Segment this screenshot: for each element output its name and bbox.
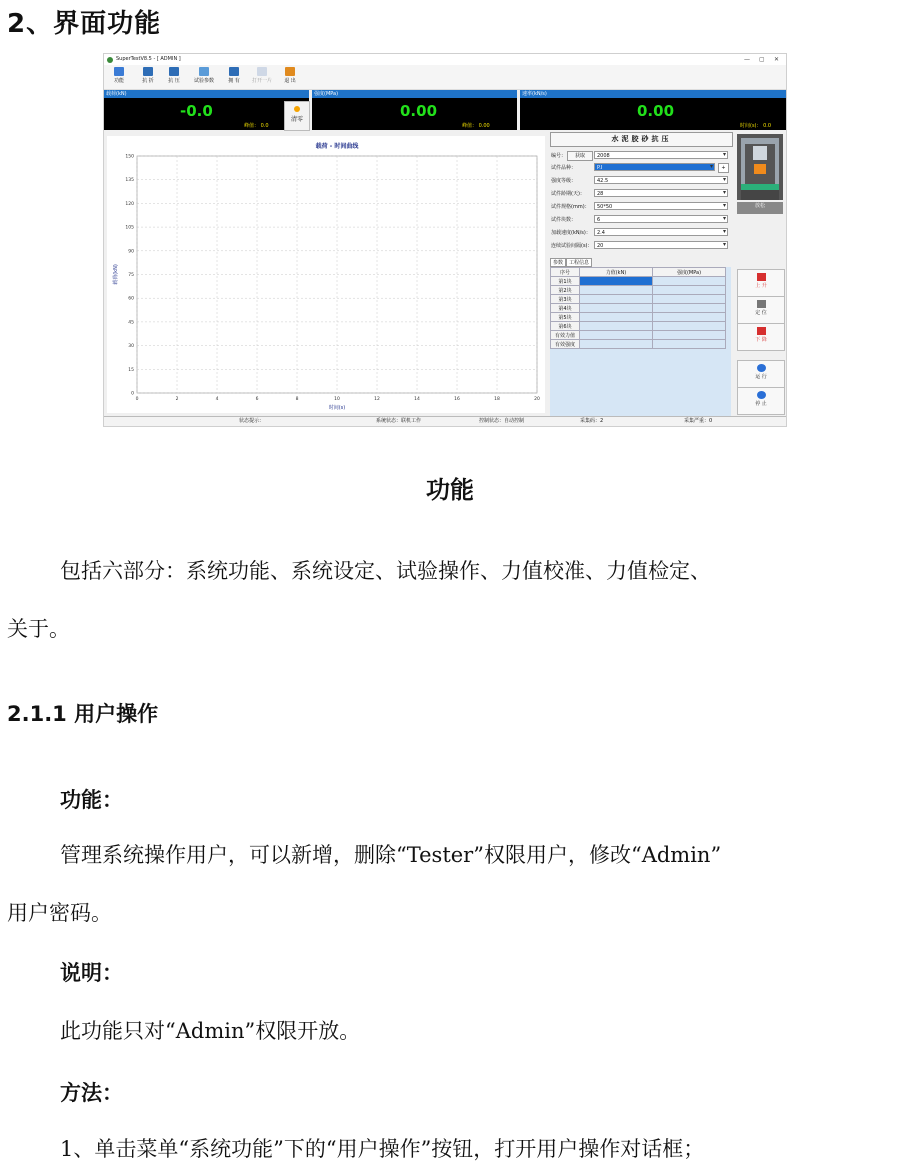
table-cell[interactable] [653, 322, 726, 331]
toolbar-function-button[interactable]: 功能 [107, 66, 131, 87]
stop-icon [757, 391, 766, 399]
x-tick-label: 6 [255, 397, 259, 402]
tab-project-info[interactable]: 工程信息 [566, 258, 592, 267]
note-text: 此功能只对“Admin”权限开放。 [60, 1019, 361, 1043]
document-icon [199, 67, 209, 76]
grid-icon [114, 67, 124, 76]
form-row-label: 试件龄期(天)： [551, 191, 585, 197]
form-row-label: 试件品种： [551, 165, 577, 171]
y-tick-label: 105 [125, 225, 134, 231]
table-row-label: 有效力值 [551, 331, 580, 340]
table-cell[interactable] [580, 304, 653, 313]
load-panel-header: 载荷(kN) [104, 90, 309, 98]
table-row-label: 第2块 [551, 286, 580, 295]
play-icon [757, 364, 766, 372]
x-tick-label: 0 [135, 397, 139, 402]
release-label: 放松 [737, 202, 783, 214]
table-cell[interactable] [653, 286, 726, 295]
y-axis-label: 载荷(kN) [113, 264, 119, 285]
toolbar-exit-button[interactable]: 退 出 [278, 66, 302, 87]
table-header-cell: 力值(kN) [580, 268, 653, 277]
y-tick-label: 75 [128, 273, 134, 278]
y-tick-label: 60 [128, 296, 134, 302]
load-panel [104, 90, 309, 130]
stop-button[interactable]: 停 止 [737, 387, 785, 415]
position-button[interactable]: 定 位 [737, 296, 785, 324]
table-cell[interactable] [653, 277, 726, 286]
note-label: 说明： [60, 961, 123, 985]
machine-icon [229, 67, 239, 76]
table-cell[interactable] [580, 331, 653, 340]
toolbar-compression-button[interactable]: 抗 压 [162, 66, 186, 87]
table-cell[interactable] [580, 313, 653, 322]
form-row [550, 175, 731, 186]
toolbar [104, 65, 786, 90]
run-button[interactable]: 运 行 [737, 360, 785, 388]
arrow-up-icon [757, 273, 766, 281]
zero-button[interactable]: 清零 [284, 101, 310, 131]
y-tick-label: 30 [128, 344, 134, 350]
get-id-button[interactable]: 获取 [567, 151, 593, 161]
form-row-label: 试件块数： [551, 217, 577, 223]
table-row[interactable] [551, 277, 726, 286]
rate-value: 0.00 [637, 102, 675, 120]
x-axis-label: 时间(s) [328, 405, 346, 411]
load-value: -0.0 [180, 102, 213, 120]
chart-svg [107, 136, 545, 413]
table-cell[interactable] [580, 286, 653, 295]
param-tabs [550, 258, 592, 267]
x-tick-label: 4 [215, 397, 219, 402]
toolbar-flexural-button[interactable]: 抗 折 [136, 66, 160, 87]
zero-icon [294, 106, 300, 112]
app-titlebar [104, 54, 786, 65]
form-row [550, 240, 731, 251]
x-tick-label: 12 [374, 397, 380, 402]
id-label: 编号： [551, 153, 567, 159]
section-title: 功能 [426, 476, 474, 504]
arrow-down-icon [757, 327, 766, 335]
status-code: 采集码：2 [580, 418, 604, 424]
form-row-select[interactable]: 20 ▾ [594, 241, 728, 249]
table-row[interactable] [551, 322, 726, 331]
form-row [550, 227, 731, 238]
table-row[interactable] [551, 286, 726, 295]
form-row-select[interactable]: 2.4 ▾ [594, 228, 728, 236]
form-row-select[interactable]: 50*50 ▾ [594, 202, 728, 210]
table-header-cell: 序号 [551, 268, 580, 277]
x-tick-label: 20 [534, 397, 540, 402]
form-row-label: 试件规格(mm)： [551, 204, 590, 210]
y-tick-label: 15 [128, 367, 134, 373]
function-label: 功能： [60, 788, 123, 812]
subsection-heading: 2.1.1 用户操作 [7, 702, 159, 726]
section-heading: 2、界面功能 [7, 9, 162, 39]
machine-illustration [737, 134, 783, 200]
function-desc-line-2: 用户密码。 [7, 901, 112, 925]
x-tick-label: 16 [454, 397, 460, 402]
result-table [550, 267, 726, 349]
y-tick-label: 90 [128, 249, 134, 255]
table-header-cell: 强度(MPa) [653, 268, 726, 277]
status-control: 控制状态：自动控制 [479, 418, 525, 424]
table-header-row [551, 268, 726, 277]
table-row-label: 第1块 [551, 277, 580, 286]
table-row[interactable] [551, 313, 726, 322]
form-row-select[interactable]: P.I ▾ [594, 163, 715, 171]
function-desc-line-1: 管理系统操作用户，可以新增，删除“Tester”权限用户，修改“Admin” [60, 843, 722, 867]
tab-params[interactable]: 参数 [550, 258, 566, 267]
form-row [550, 162, 731, 173]
form-row-label: 连续试验间隔(s)： [551, 243, 593, 249]
table-cell[interactable] [580, 340, 653, 349]
table-cell[interactable] [653, 304, 726, 313]
id-row [550, 150, 731, 161]
table-row-label: 第6块 [551, 322, 580, 331]
folder-icon [257, 67, 267, 76]
app-logo-icon [107, 57, 113, 63]
position-icon [757, 300, 766, 308]
result-grid [550, 267, 731, 426]
x-tick-label: 14 [414, 397, 420, 402]
table-cell[interactable] [653, 331, 726, 340]
table-cell[interactable] [653, 340, 726, 349]
table-row[interactable] [551, 295, 726, 304]
status-hint: 状态提示： [239, 418, 265, 424]
id-field[interactable]: 2008 ▾ [594, 151, 728, 159]
method-step-1: 1、单击菜单“系统功能”下的“用户操作”按钮，打开用户操作对话框； [60, 1137, 705, 1161]
form-row [550, 201, 731, 212]
press-icon [169, 67, 179, 76]
strength-panel [312, 90, 517, 130]
table-row-label: 第3块 [551, 295, 580, 304]
form-row-select[interactable]: 6 ▾ [594, 215, 728, 223]
form-row-label: 强度等级： [551, 178, 577, 184]
x-tick-label: 8 [295, 397, 299, 402]
toolbar-own-button[interactable]: 拥 有 [222, 66, 246, 87]
table-row[interactable] [551, 304, 726, 313]
y-tick-label: 150 [125, 154, 134, 160]
y-tick-label: 45 [128, 320, 134, 326]
add-variety-button[interactable]: + [718, 163, 729, 173]
down-button[interactable]: 下 降 [737, 323, 785, 351]
press-machine-icon [737, 134, 783, 200]
strength-value: 0.00 [400, 102, 438, 120]
table-cell[interactable] [580, 322, 653, 331]
time-value: 时间(s)： 0.0 [740, 123, 772, 129]
intro-line-1: 包括六部分：系统功能、系统设定、试验操作、力值校准、力值检定、 [60, 559, 711, 583]
form-row-select[interactable]: 28 ▾ [594, 189, 728, 197]
intro-line-2: 关于。 [7, 617, 70, 641]
x-tick-label: 2 [175, 397, 179, 402]
app-title: SuperTestV8.5 - [ ADMIN ] [116, 56, 181, 62]
rate-panel-header: 速率(kN/s) [520, 90, 786, 98]
toolbar-open-button[interactable]: 打开一片 [248, 66, 276, 87]
form-row-label: 加载速度(kN/s)： [551, 230, 591, 236]
form-row [550, 188, 731, 199]
table-row[interactable] [551, 340, 726, 349]
method-label: 方法： [60, 1081, 123, 1105]
table-cell[interactable] [580, 295, 653, 304]
table-cell[interactable] [580, 277, 653, 286]
table-row[interactable] [551, 331, 726, 340]
up-button[interactable]: 上 升 [737, 269, 785, 297]
table-row-label: 第4块 [551, 304, 580, 313]
strength-peak: 峰值： 0.00 [462, 123, 490, 129]
status-bar [104, 416, 786, 426]
press-icon [143, 67, 153, 76]
y-tick-label: 120 [125, 201, 134, 207]
chart-title: 载荷 - 时间曲线 [315, 143, 359, 150]
x-tick-label: 10 [334, 397, 340, 402]
table-cell[interactable] [653, 295, 726, 304]
table-row-label: 第5块 [551, 313, 580, 322]
maximize-icon[interactable]: ▢ [759, 56, 765, 63]
y-tick-label: 135 [125, 178, 134, 184]
status-system: 系统状态：联机工作 [376, 418, 422, 424]
exit-icon [285, 67, 295, 76]
table-cell[interactable] [653, 313, 726, 322]
app-screenshot [103, 53, 787, 427]
toolbar-params-button[interactable]: 试验参数 [190, 66, 218, 87]
table-row-label: 有效强度 [551, 340, 580, 349]
load-time-chart [107, 136, 545, 413]
y-tick-label: 0 [131, 391, 134, 397]
load-peak: 峰值： 0.0 [244, 123, 269, 129]
rate-panel [520, 90, 786, 130]
minimize-icon[interactable]: — [744, 56, 750, 63]
strength-panel-header: 强度(MPa) [312, 90, 517, 98]
close-icon[interactable]: ✕ [774, 56, 780, 63]
form-row [550, 214, 731, 225]
form-row-select[interactable]: 42.5 ▾ [594, 176, 728, 184]
test-type-title: 水泥胶砂抗压 [550, 132, 733, 147]
x-tick-label: 18 [494, 397, 500, 402]
status-severity: 采集严重：0 [684, 418, 713, 424]
